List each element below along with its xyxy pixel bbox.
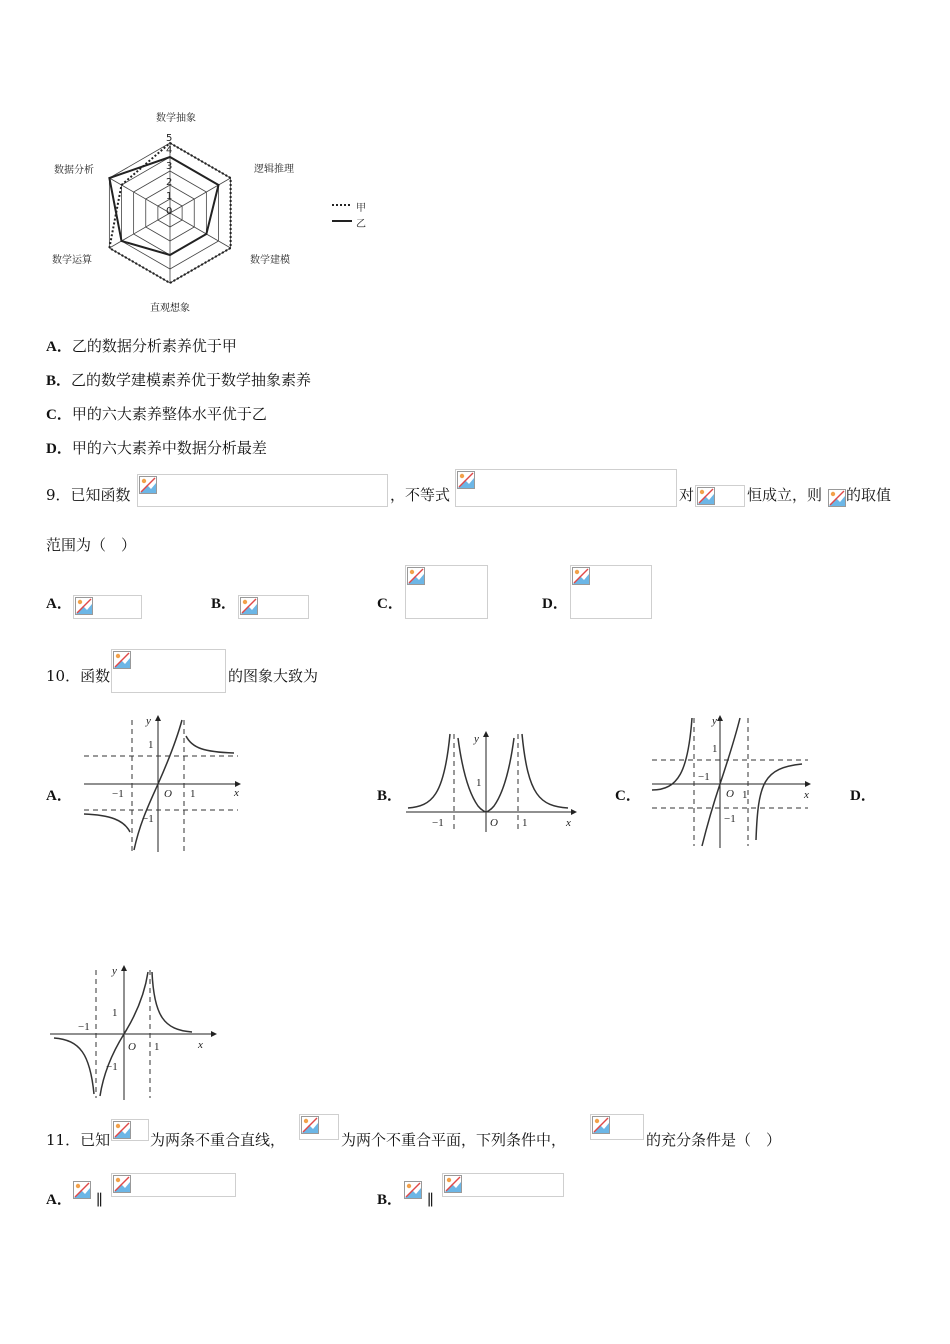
formula-image — [695, 485, 745, 507]
graph-d-x-label: x — [198, 1039, 203, 1051]
q8-option-d-label: D． — [46, 441, 72, 457]
q9-option-d-label: D． — [542, 596, 568, 612]
q11-option-a-label: A． — [46, 1192, 72, 1208]
graph-c-neg-one-x: −1 — [698, 771, 710, 783]
radar-tick-1: 1 — [166, 191, 173, 202]
broken-image-icon — [113, 1121, 131, 1139]
radar-tick-5: 5 — [166, 133, 173, 144]
q8-option-a — [46, 336, 237, 357]
formula-image — [299, 1114, 339, 1140]
graph-a-x-label: x — [234, 787, 239, 799]
q8-option-c-label: C． — [46, 407, 72, 423]
formula-image — [590, 1114, 644, 1140]
q9-text-2: ，不等式 — [390, 486, 451, 504]
q11-text-1: 11．已知 — [46, 1131, 111, 1149]
radar-axis-label-3: 直观想象 — [150, 303, 190, 314]
q11-option-b-parallel: ∥ — [427, 1191, 434, 1209]
q11-text-4: 的充分条件是（ ） — [646, 1131, 782, 1149]
graph-d-one-y: 1 — [112, 1007, 118, 1019]
graph-c-one-y: 1 — [712, 743, 718, 755]
broken-image-icon — [113, 651, 131, 669]
formula-image — [73, 595, 142, 619]
q10-option-c-label: C． — [615, 788, 641, 804]
graph-a — [80, 712, 250, 854]
radar-axis-label-4: 数学运算 — [52, 255, 92, 266]
q8-option-d-text: 甲的六大素养中数据分析最差 — [71, 439, 267, 457]
radar-axis-label-0: 数学抽象 — [156, 113, 196, 124]
broken-image-icon — [301, 1116, 319, 1134]
radar-tick-2: 2 — [166, 177, 173, 188]
broken-image-icon — [697, 487, 715, 505]
legend-label-yi: 乙 — [356, 219, 366, 230]
broken-image-icon — [444, 1175, 462, 1193]
graph-a-one-x: 1 — [190, 788, 196, 800]
q9-option-a-label: A． — [46, 596, 72, 612]
formula-image — [455, 469, 677, 507]
graph-b — [402, 728, 582, 836]
graph-a-neg-one-y: −1 — [142, 813, 154, 825]
radar-svg — [40, 105, 380, 320]
radar-tick-0: 0 — [166, 206, 173, 217]
q11-option-a-parallel: ∥ — [96, 1191, 103, 1209]
q9-text-3: 对 — [679, 486, 695, 504]
broken-image-icon — [407, 567, 425, 585]
q11-option-b-label: B． — [377, 1192, 403, 1208]
graph-b-one-y: 1 — [476, 777, 482, 789]
formula-image — [405, 565, 488, 619]
q8-option-a-label: A． — [46, 339, 72, 355]
radar-axis-label-5: 数据分析 — [54, 165, 94, 176]
graph-b-origin: O — [490, 817, 498, 829]
q8-option-b-text: 乙的数学建模素养优于数学抽象素养 — [71, 371, 312, 389]
graph-c-x-label: x — [804, 789, 809, 801]
graph-b-x-label: x — [566, 817, 571, 829]
graph-c-neg-one-y: −1 — [724, 813, 736, 825]
graph-a-one-y: 1 — [148, 739, 154, 751]
radar-legend — [332, 197, 380, 233]
radar-spoke-1 — [170, 178, 231, 213]
broken-image-icon — [828, 489, 846, 507]
graph-d-neg-one-x: −1 — [78, 1021, 90, 1033]
radar-spoke-2 — [170, 213, 231, 248]
q9-text-5: 的取值 — [846, 486, 892, 504]
q10-option-a-label: A． — [46, 788, 72, 804]
q8-option-b — [46, 370, 311, 391]
radar-series-yi — [109, 157, 218, 255]
legend-label-jia: 甲 — [356, 203, 366, 214]
graph-a-y-label: y — [146, 715, 151, 727]
broken-image-icon — [113, 1175, 131, 1193]
radar-chart — [40, 105, 380, 320]
q9-text-6: 范围为（ ） — [46, 536, 137, 554]
graph-c-y-label: y — [712, 715, 717, 727]
formula-image — [73, 1181, 95, 1201]
broken-image-icon — [457, 471, 475, 489]
graph-c-one-x: 1 — [742, 789, 748, 801]
graph-d-origin: O — [128, 1041, 136, 1053]
broken-image-icon — [592, 1116, 610, 1134]
graph-d-neg-one-y: −1 — [106, 1061, 118, 1073]
graph-b-neg-one-x: −1 — [432, 817, 444, 829]
formula-image — [442, 1173, 564, 1197]
formula-image — [404, 1181, 426, 1201]
graph-a-origin: O — [164, 788, 172, 800]
q11-text-2: 为两条不重合直线， — [150, 1131, 286, 1149]
radar-axis-label-1: 逻辑推理 — [254, 164, 294, 175]
formula-image — [570, 565, 652, 619]
broken-image-icon — [73, 1181, 91, 1199]
formula-image — [137, 474, 388, 507]
q8-option-d — [46, 438, 267, 459]
q8-option-c — [46, 404, 267, 425]
broken-image-icon — [75, 597, 93, 615]
q8-option-a-text: 乙的数据分析素养优于甲 — [71, 337, 237, 355]
q9-text-4: 恒成立，则 — [747, 486, 823, 504]
formula-image — [828, 489, 846, 507]
q10-text-1: 10．函数 — [46, 667, 111, 685]
graph-b-y-label: y — [474, 733, 479, 745]
q10-text-2: 的图象大致为 — [228, 667, 319, 685]
broken-image-icon — [139, 476, 157, 494]
broken-image-icon — [240, 597, 258, 615]
graph-d — [46, 962, 221, 1102]
broken-image-icon — [572, 567, 590, 585]
formula-image — [111, 649, 226, 693]
q8-option-c-text: 甲的六大素养整体水平优于乙 — [71, 405, 267, 423]
radar-tick-3: 3 — [166, 161, 173, 172]
q10-option-b-label: B． — [377, 788, 403, 804]
radar-tick-4: 4 — [166, 145, 173, 156]
graph-c — [648, 712, 818, 850]
radar-axis-label-2: 数学建模 — [250, 255, 290, 266]
q8-option-b-label: B． — [46, 373, 72, 389]
graph-d-y-label: y — [112, 965, 117, 977]
broken-image-icon — [404, 1181, 422, 1199]
q11-text-3: 为两个不重合平面，下列条件中， — [341, 1131, 567, 1149]
graph-c-origin: O — [726, 788, 734, 800]
formula-image — [111, 1173, 236, 1197]
formula-image — [111, 1119, 149, 1141]
q9-option-c-label: C． — [377, 596, 403, 612]
graph-b-one-x: 1 — [522, 817, 528, 829]
q9-text-1: 9．已知函数 — [46, 486, 131, 504]
formula-image — [238, 595, 309, 619]
q10-option-d-label: D． — [850, 788, 876, 804]
graph-a-neg-one-x: −1 — [112, 788, 124, 800]
graph-d-one-x: 1 — [154, 1041, 160, 1053]
q9-option-b-label: B． — [211, 596, 237, 612]
